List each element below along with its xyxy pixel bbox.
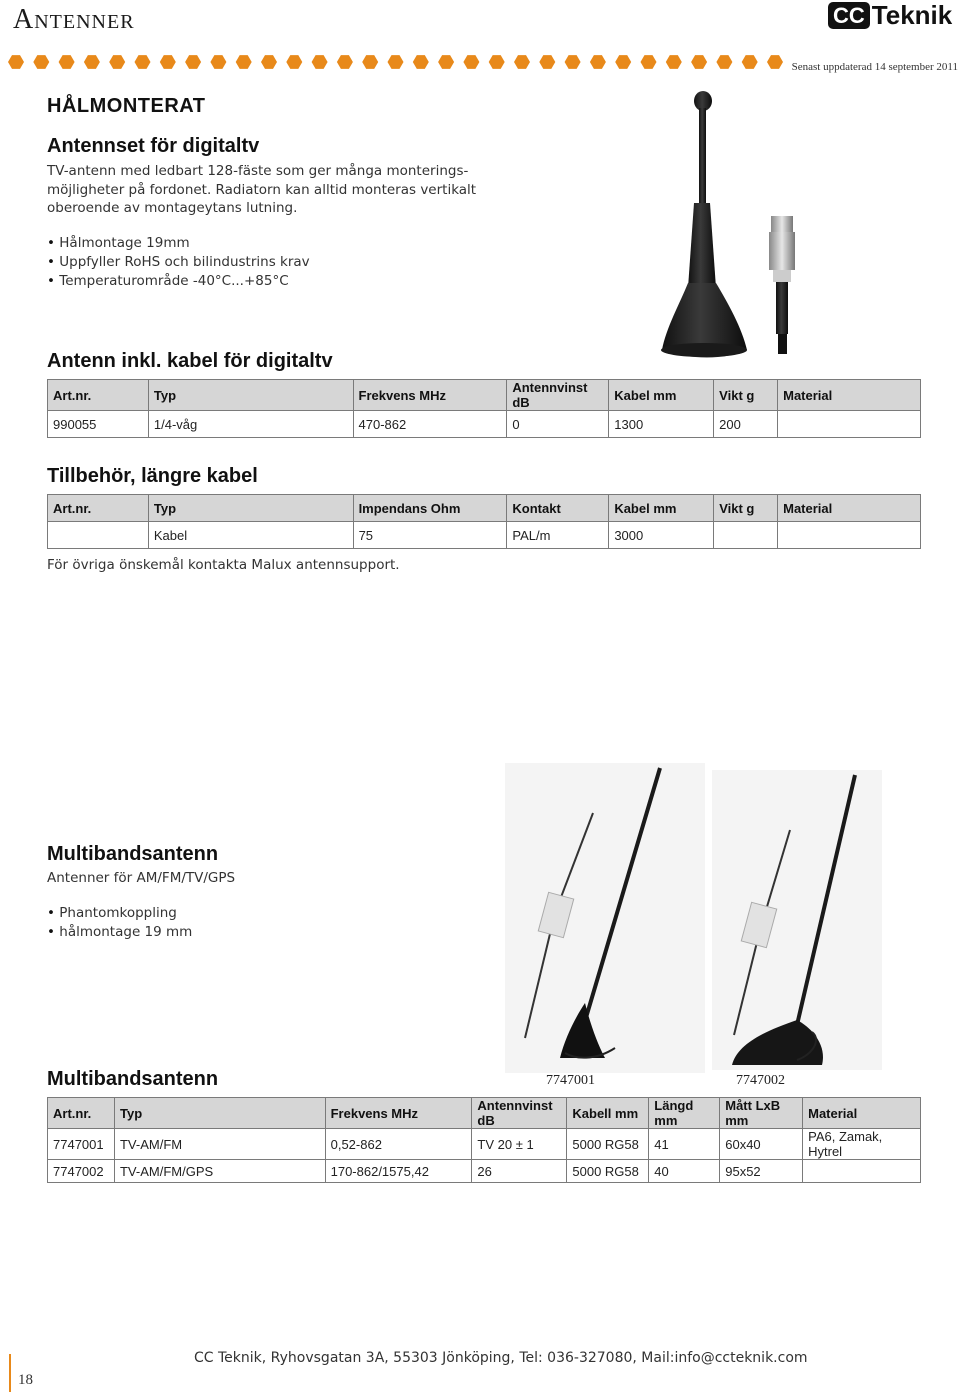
table-cell: 26 (472, 1160, 567, 1183)
feature-item: • Uppfyller RoHS och bilindustrins krav (47, 253, 310, 272)
table-cell: PAL/m (507, 522, 609, 549)
hexagon-dot (160, 55, 176, 69)
hexagon-dot (8, 55, 24, 69)
feature-list (47, 904, 192, 942)
table-title-multibandsantenn: Multibandsantenn (47, 1068, 219, 1090)
table-cell (778, 411, 921, 438)
table-header-cell: Impendans Ohm (353, 495, 507, 522)
table-row (48, 1160, 921, 1183)
table-cell: 470-862 (353, 411, 507, 438)
hexagon-dot (590, 55, 606, 69)
hexagon-dot (716, 55, 732, 69)
page-number: 18 (18, 1372, 33, 1388)
table-cell: 60x40 (720, 1129, 803, 1160)
support-note: För övriga önskemål kontakta Malux antennsupport. (47, 557, 400, 573)
feature-item: • Hålmontage 19mm (47, 234, 310, 253)
feature-item: • hålmontage 19 mm (47, 923, 192, 942)
table-cell: 200 (714, 411, 778, 438)
table-title-tillbehor: Tillbehör, längre kabel (47, 465, 258, 487)
hexagon-dot (59, 55, 75, 69)
logo-teknik-text: Teknik (871, 0, 953, 30)
table-header-cell: Frekvens MHz (353, 380, 507, 411)
table-header-cell: Art.nr. (48, 1098, 115, 1129)
digital-tv-antenna-image (650, 88, 810, 367)
table-cell: 5000 RG58 (567, 1129, 649, 1160)
table-cell: 7747002 (48, 1160, 115, 1183)
table-cell: PA6, Zamak, Hytrel (803, 1129, 921, 1160)
product-subtitle: Antenner för AM/FM/TV/GPS (47, 870, 236, 886)
product-title-antennset: Antennset för digitaltv (47, 135, 260, 157)
spec-table-digital-tv (47, 379, 921, 438)
table-cell: 1/4-våg (148, 411, 353, 438)
table-header-cell: Vikt g (714, 380, 778, 411)
table-header-cell: Typ (148, 495, 353, 522)
hexagon-dot (565, 55, 581, 69)
page-title: Antenner (13, 4, 135, 35)
table-header-cell: Material (778, 380, 921, 411)
table-cell: 990055 (48, 411, 149, 438)
hexagon-dot (514, 55, 530, 69)
updated-date: Senast uppdaterad 14 september 2011 (791, 61, 958, 73)
footer-contact: CC Teknik, Ryhovsgatan 3A, 55303 Jönköping, Tel: 036-327080, Mail:info@ccteknik.com (194, 1350, 808, 1366)
product-title-multibandsantenn: Multibandsantenn (47, 843, 219, 865)
table-title-antenn-kabel: Antenn inkl. kabel för digitaltv (47, 350, 333, 372)
description-line: oberoende av montageytans lutning. (47, 200, 298, 216)
hexagon-dot (742, 55, 758, 69)
hexagon-dot (615, 55, 631, 69)
hexagon-dot (489, 55, 505, 69)
table-row (48, 1129, 921, 1160)
table-cell (803, 1160, 921, 1183)
spec-table-accessory (47, 494, 921, 549)
table-cell (778, 522, 921, 549)
table-cell: TV-AM/FM (114, 1129, 325, 1160)
table-cell: 5000 RG58 (567, 1160, 649, 1183)
table-cell: 3000 (609, 522, 714, 549)
table-cell: 40 (649, 1160, 720, 1183)
cc-teknik-logo (828, 0, 958, 30)
table-cell: Kabel (148, 522, 353, 549)
table-header-cell: Kabel mm (609, 495, 714, 522)
table-cell: 0 (507, 411, 609, 438)
table-cell: 95x52 (720, 1160, 803, 1183)
hexagon-dot (210, 55, 226, 69)
table-cell: 1300 (609, 411, 714, 438)
hexagon-dot (666, 55, 682, 69)
section-heading-halmonterat: HÅLMONTERAT (47, 95, 206, 117)
decorative-hexagon-row (8, 54, 788, 70)
logo-cc-mark: CC (828, 2, 870, 29)
hexagon-dot (413, 55, 429, 69)
table-cell (714, 522, 778, 549)
table-cell: 170-862/1575,42 (325, 1160, 472, 1183)
multiband-antenna-7747002-image (712, 770, 882, 1074)
table-header-row (48, 380, 921, 411)
hexagon-dot (135, 55, 151, 69)
table-header-cell: Mått LxB mm (720, 1098, 803, 1129)
hexagon-dot (261, 55, 277, 69)
table-cell: 41 (649, 1129, 720, 1160)
hexagon-dot (438, 55, 454, 69)
table-cell: TV 20 ± 1 (472, 1129, 567, 1160)
table-header-cell: Vikt g (714, 495, 778, 522)
hexagon-dot (185, 55, 201, 69)
hexagon-dot (641, 55, 657, 69)
hexagon-dot (84, 55, 100, 69)
page-accent-bar (9, 1354, 11, 1392)
description-line: möjligheter på fordonet. Radiatorn kan alltid monteras vertikalt (47, 181, 477, 198)
table-header-cell: Kabell mm (567, 1098, 649, 1129)
table-header-cell: Kabel mm (609, 380, 714, 411)
hexagon-dot (362, 55, 378, 69)
table-header-cell: Typ (148, 380, 353, 411)
hexagon-dot (236, 55, 252, 69)
product-description (47, 162, 476, 218)
table-cell: 0,52-862 (325, 1129, 472, 1160)
table-header-cell: Längd mm (649, 1098, 720, 1129)
hexagon-dot (312, 55, 328, 69)
table-header-row (48, 1098, 921, 1129)
table-row (48, 522, 921, 549)
hexagon-dot (539, 55, 555, 69)
hexagon-dot (33, 55, 49, 69)
hexagon-dot (463, 55, 479, 69)
feature-list (47, 234, 310, 291)
spec-table-multiband (47, 1097, 921, 1183)
table-header-cell: Antennvinst dB (507, 380, 609, 411)
table-header-cell: Frekvens MHz (325, 1098, 472, 1129)
table-cell: 7747001 (48, 1129, 115, 1160)
feature-item: • Phantomkoppling (47, 904, 192, 923)
table-header-cell: Material (803, 1098, 921, 1129)
table-cell (48, 522, 149, 549)
table-cell: TV-AM/FM/GPS (114, 1160, 325, 1183)
image-caption: 7747002 (736, 1073, 785, 1088)
table-row (48, 411, 921, 438)
table-header-cell: Art.nr. (48, 495, 149, 522)
hexagon-dot (767, 55, 783, 69)
hexagon-dot (388, 55, 404, 69)
table-header-cell: Art.nr. (48, 380, 149, 411)
table-header-cell: Kontakt (507, 495, 609, 522)
table-header-cell: Antennvinst dB (472, 1098, 567, 1129)
table-header-row (48, 495, 921, 522)
feature-item: • Temperaturområde -40°C...+85°C (47, 272, 310, 291)
hexagon-dot (286, 55, 302, 69)
table-header-cell: Typ (114, 1098, 325, 1129)
hexagon-dot (337, 55, 353, 69)
table-header-cell: Material (778, 495, 921, 522)
description-line: TV-antenn med ledbart 128-fäste som ger många monterings- (47, 163, 469, 179)
hexagon-dot (691, 55, 707, 69)
table-cell: 75 (353, 522, 507, 549)
multiband-antenna-7747001-image (505, 763, 705, 1077)
hexagon-dot (109, 55, 125, 69)
image-caption: 7747001 (546, 1073, 595, 1088)
